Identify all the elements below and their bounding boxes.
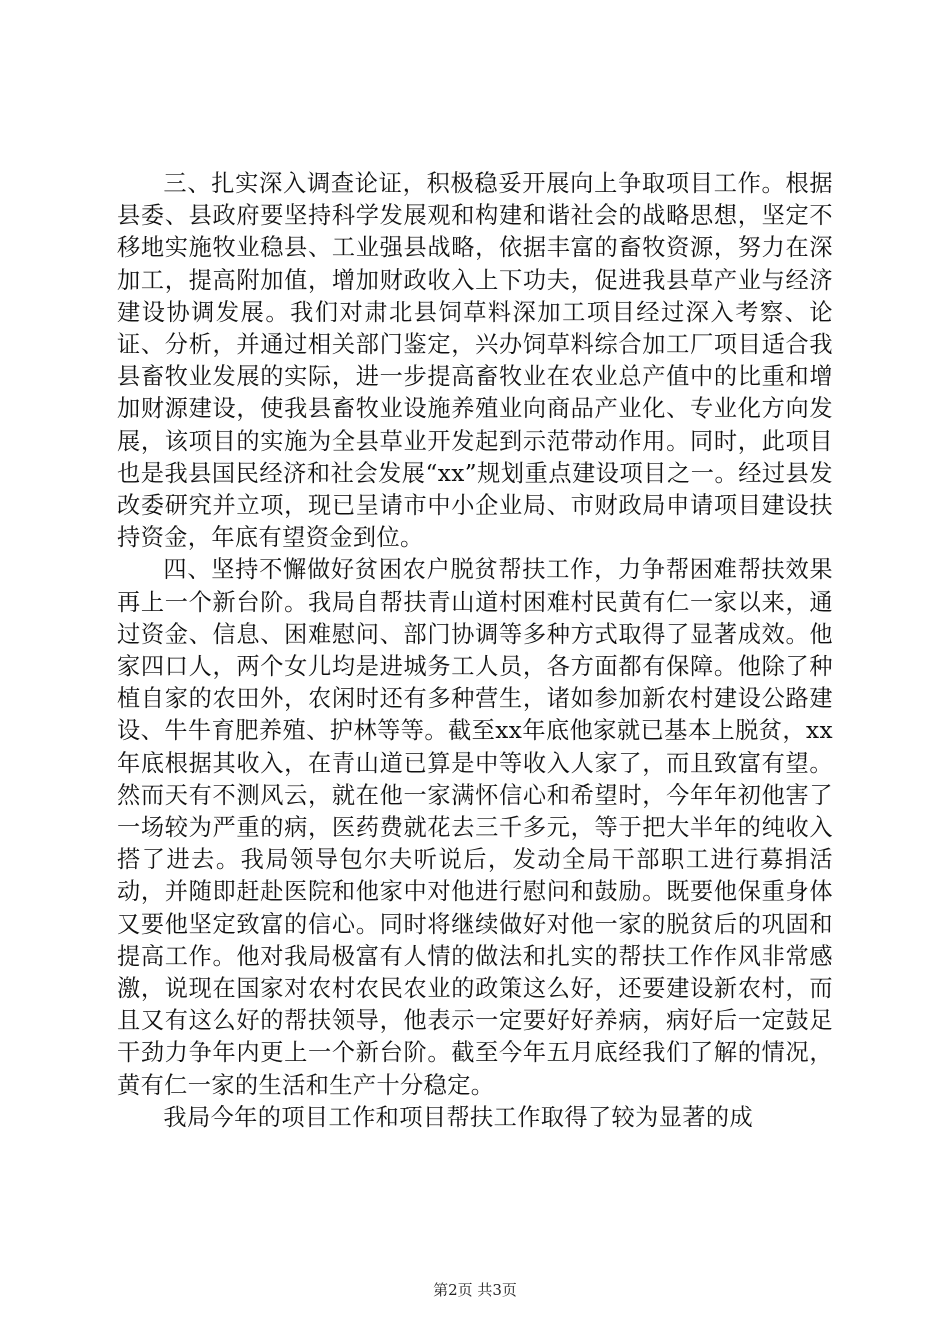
page-footer: 第2页 共3页 [433,1281,517,1299]
paragraph-summary-start: 我局今年的项目工作和项目帮扶工作取得了较为显著的成 [163,1103,754,1131]
document-body [117,168,833,1134]
paragraph-poverty-assistance: 四、坚持不懈做好贫困农户脱贫帮扶工作，力争帮困难帮扶效果再上一个新台阶。我局自帮扶青山道村困难村民黄有仁一家以来，通过资金、信息、困难慰问、部门协调等多种方式取得了显著成效。他家四口人，两个女儿均是进城务工人员，各方面都有保障。他除了种植自家的农田外，农闲时还有多种营生，诸如参加新农村建设公路建设、牛牛育肥养殖、护林等等。截至xx年底他家就已基本上脱贫，xx年底根据其收入，在青山道已算是中等收入人家了，而且致富有望。然而天有不测风云，就在他一家满怀信心和希望时，今年年初他害了一场较为严重的病，医药费就花去三千多元，等于把大半年的纯收入搭了进去。我局领导包尔夫听说后，发动全局干部职工进行募捐活动，并随即赶赴医院和他家中对他进行慰问和鼓励。既要他保重身体又要他坚定致富的信心。同时将继续做好对他一家的脱贫后的巩固和提高工作。他对我局极富有人情的做法和扎实的帮扶工作作风非常感激，说现在国家对农村农民农业的政策这么好，还要建设新农村，而且又有这么好的帮扶领导，他表示一定要好好养病，病好后一定鼓足干劲力争年内更上一个新台阶。截至今年五月底经我们了解的情况，黄有仁一家的生活和生产十分稳定。 [117,556,833,1099]
paragraph-project-work: 三、扎实深入调查论证，积极稳妥开展向上争取项目工作。根据县委、县政府要坚持科学发展观和构建和谐社会的战略思想，坚定不移地实施牧业稳县、工业强县战略，依据丰富的畜牧资源，努力在深加工，提高附加值，增加财政收入上下功夫，促进我县草产业与经济建设协调发展。我们对肃北县饲草料深加工项目经过深入考察、论证、分析，并通过相关部门鉴定，兴办饲草料综合加工厂项目适合我县畜牧业发展的实际，进一步提高畜牧业在农业总产值中的比重和增加财源建设，使我县畜牧业设施养殖业向商品产业化、专业化方向发展，该项目的实施为全县草业开发起到示范带动作用。同时，此项目也是我县国民经济和社会发展“xx”规划重点建设项目之一。经过县发改委研究并立项，现已呈请市中小企业局、市财政局申请项目建设扶持资金，年底有望资金到位。 [117,170,833,552]
